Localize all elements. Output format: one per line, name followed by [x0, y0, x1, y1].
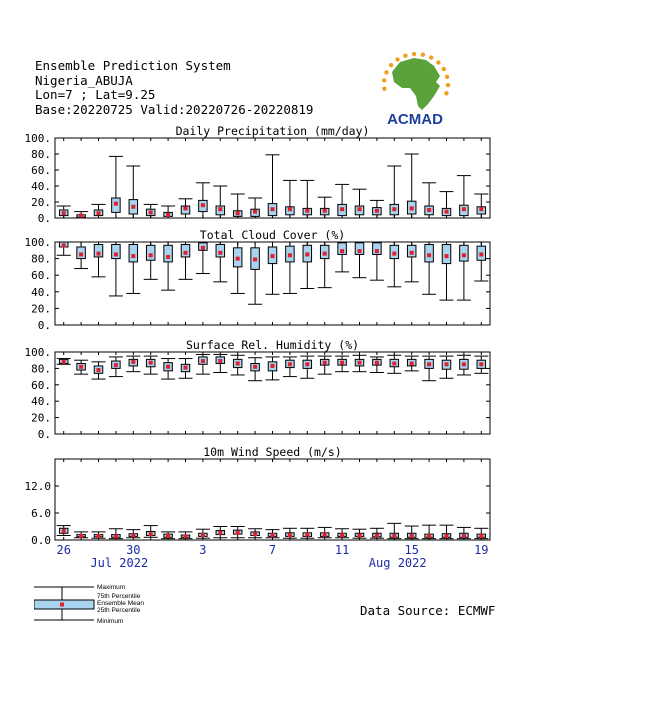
mean-marker — [149, 210, 153, 214]
boxplot-item — [422, 242, 436, 294]
iqr-box — [112, 244, 121, 258]
boxplot-item — [161, 532, 175, 539]
mean-marker — [97, 534, 101, 538]
mean-marker — [410, 361, 414, 365]
boxplot-item — [213, 186, 227, 218]
mean-marker — [323, 533, 327, 537]
y-tick-label: 0.0 — [31, 534, 51, 547]
boxplot-item — [196, 242, 210, 274]
mean-marker — [479, 207, 483, 211]
mean-marker — [218, 531, 222, 535]
mean-marker — [340, 207, 344, 211]
boxplot-item — [283, 528, 297, 538]
boxplot-item — [144, 526, 158, 538]
iqr-box — [146, 245, 155, 260]
iqr-box — [129, 244, 138, 261]
boxplot-item — [74, 532, 88, 538]
chart-panel — [25, 124, 491, 225]
mean-marker — [462, 362, 466, 366]
mean-marker — [410, 251, 414, 255]
chart-panel — [25, 445, 491, 547]
boxplot-item — [283, 180, 297, 218]
logo-text: ACMAD — [387, 111, 443, 128]
boxplot-item — [370, 528, 384, 538]
mean-marker — [131, 360, 135, 364]
mean-marker — [323, 361, 327, 365]
mean-marker — [79, 534, 83, 538]
panel-title: Surface Rel. Humidity (%) — [185, 338, 360, 352]
mean-marker — [253, 210, 257, 214]
mean-marker — [427, 253, 431, 257]
boxplot-item — [74, 212, 88, 218]
x-tick-label: 19 — [474, 543, 489, 557]
mean-marker — [479, 252, 483, 256]
boxplot-item — [422, 356, 436, 381]
mean-marker — [392, 252, 396, 256]
boxplot-item — [353, 355, 367, 371]
mean-marker — [358, 207, 362, 211]
boxplot-item — [266, 357, 280, 380]
mean-marker — [184, 251, 188, 255]
mean-marker — [288, 253, 292, 257]
iqr-box — [164, 245, 173, 262]
boxplot-item — [109, 529, 123, 539]
y-tick-label: 80. — [31, 362, 51, 376]
boxplot-item — [440, 525, 454, 539]
header-coordinates: Lon=7 ; Lat=9.25 — [35, 87, 156, 102]
mean-marker — [166, 365, 170, 369]
mean-marker — [288, 207, 292, 211]
mean-marker — [201, 533, 205, 537]
mean-marker — [149, 532, 153, 536]
y-tick-label: 0. — [37, 212, 51, 225]
boxplot-item — [387, 166, 401, 218]
boxplot-item — [179, 242, 193, 279]
y-tick-label: 60. — [31, 164, 51, 177]
boxplot-item — [335, 529, 349, 538]
mean-marker — [445, 210, 449, 214]
boxplot-item — [248, 529, 262, 538]
y-tick-label: 40. — [31, 180, 51, 193]
boxplot-item — [92, 532, 106, 538]
mean-marker — [218, 251, 222, 255]
x-tick-label: 11 — [334, 543, 350, 557]
boxplot-item — [161, 242, 175, 290]
boxplot-item — [405, 526, 419, 539]
panel-frame — [55, 459, 490, 540]
boxplot-item — [126, 356, 140, 372]
legend-p75-label: 75th Percentile — [97, 593, 141, 600]
boxplot-item — [353, 189, 367, 218]
y-tick-label: 20. — [31, 302, 51, 316]
header-title: Ensemble Prediction System — [35, 58, 231, 73]
boxplot-item — [231, 194, 245, 218]
boxplot-item — [370, 357, 384, 373]
mean-marker — [79, 365, 83, 369]
iqr-box — [181, 244, 190, 256]
legend-mean-marker — [60, 603, 64, 607]
boxplot-item — [144, 204, 158, 218]
boxplot-item — [457, 527, 471, 538]
boxplot-item — [422, 183, 436, 218]
mean-marker — [253, 257, 257, 261]
boxplot-item — [300, 528, 314, 538]
boxplot-item — [370, 200, 384, 218]
boxplot-item — [335, 242, 349, 272]
mean-marker — [427, 362, 431, 366]
mean-marker — [305, 209, 309, 213]
boxplot-item — [300, 180, 314, 218]
mean-marker — [288, 362, 292, 366]
mean-marker — [305, 533, 309, 537]
mean-marker — [114, 202, 118, 206]
boxplot-item — [335, 356, 349, 372]
mean-marker — [218, 359, 222, 363]
boxplot-item — [248, 242, 262, 304]
boxplot-item — [474, 528, 488, 538]
y-tick-label: 20. — [31, 411, 51, 425]
boxplot-item — [196, 354, 210, 374]
y-tick-label: 40. — [31, 285, 51, 299]
y-tick-label: 0. — [37, 319, 51, 332]
mean-marker — [201, 246, 205, 250]
mean-marker — [445, 534, 449, 538]
mean-marker — [253, 365, 257, 369]
boxplot-item — [440, 356, 454, 378]
mean-marker — [236, 531, 240, 535]
chart-panel — [25, 228, 491, 332]
mean-marker — [479, 534, 483, 538]
panel-title: Total Cloud Cover (%) — [199, 228, 346, 242]
mean-marker — [184, 366, 188, 370]
mean-marker — [201, 203, 205, 207]
mean-marker — [79, 214, 83, 218]
x-tick-label: 26 — [56, 543, 71, 557]
boxplot-item — [126, 166, 140, 218]
mean-marker — [410, 534, 414, 538]
boxplot-item — [213, 527, 227, 538]
boxplot-item — [57, 359, 71, 365]
mean-marker — [392, 361, 396, 365]
boxplot-item — [422, 525, 436, 539]
mean-marker — [253, 532, 257, 536]
panel-title: Daily Precipitation (mm/day) — [175, 124, 370, 138]
mean-marker — [445, 362, 449, 366]
mean-marker — [97, 211, 101, 215]
boxplot-item — [92, 362, 106, 379]
boxplot-item — [196, 529, 210, 538]
mean-marker — [375, 361, 379, 365]
boxplot-item — [474, 356, 488, 373]
iqr-box — [425, 244, 434, 261]
boxplot-item — [74, 242, 88, 269]
y-tick-label: 40. — [31, 395, 51, 409]
boxplot-item — [213, 354, 227, 372]
y-tick-label: 100. — [24, 132, 51, 145]
boxplot-item — [353, 242, 367, 278]
mean-marker — [305, 252, 309, 256]
boxplot-item — [109, 242, 123, 296]
y-tick-label: 80. — [31, 148, 51, 161]
y-tick-label: 20. — [31, 196, 51, 209]
boxplot-item — [161, 359, 175, 380]
legend-maximum-label: Maximum — [97, 584, 126, 591]
mean-marker — [271, 207, 275, 211]
mean-marker — [131, 534, 135, 538]
boxplot-item — [57, 206, 71, 218]
boxplot-item — [144, 356, 158, 374]
mean-marker — [62, 243, 66, 247]
mean-marker — [131, 205, 135, 209]
mean-marker — [462, 207, 466, 211]
boxplot-item — [74, 360, 88, 374]
boxplot-item — [179, 359, 193, 379]
mean-marker — [358, 361, 362, 365]
boxplot-item — [300, 356, 314, 378]
boxplot-item — [440, 192, 454, 218]
boxplot-item — [92, 242, 106, 277]
y-tick-label: 100. — [24, 346, 51, 359]
boxplot-item — [318, 197, 332, 218]
boxplot-item — [248, 358, 262, 381]
mean-marker — [392, 534, 396, 538]
legend-minimum-label: Minimum — [97, 618, 124, 625]
mean-marker — [236, 211, 240, 215]
boxplot-item — [318, 527, 332, 537]
boxplot-item — [213, 242, 227, 282]
mean-marker — [427, 208, 431, 212]
boxplot-item — [318, 356, 332, 374]
boxplot-item — [248, 198, 262, 218]
y-tick-label: 12.0 — [24, 480, 51, 493]
mean-marker — [149, 361, 153, 365]
legend-mean-label: Ensemble Mean — [97, 600, 144, 607]
boxplot-item — [387, 355, 401, 373]
x-month-label: Jul 2022 — [90, 556, 149, 570]
mean-marker — [288, 533, 292, 537]
y-tick-label: 0. — [37, 428, 51, 441]
mean-marker — [62, 360, 66, 364]
mean-marker — [462, 253, 466, 257]
boxplot-item — [387, 242, 401, 287]
mean-marker — [392, 207, 396, 211]
y-tick-label: 60. — [31, 269, 51, 283]
mean-marker — [97, 368, 101, 372]
boxplot-item — [300, 242, 314, 288]
boxplot-item — [405, 242, 419, 282]
boxplot-item — [57, 526, 71, 536]
boxplot-item — [161, 206, 175, 218]
mean-marker — [166, 255, 170, 259]
y-tick-label: 100. — [24, 236, 51, 249]
boxplot-item — [405, 154, 419, 218]
data-source: Data Source: ECMWF — [360, 603, 496, 618]
boxplot-item — [266, 242, 280, 294]
boxplot-item — [179, 532, 193, 539]
y-tick-label: 60. — [31, 378, 51, 392]
boxplot-item — [231, 527, 245, 538]
panel-title: 10m Wind Speed (m/s) — [203, 445, 342, 459]
header-validity: Base:20220725 Valid:20220726-20220819 — [35, 101, 314, 117]
boxplot-item — [457, 176, 471, 218]
mean-marker — [271, 533, 275, 537]
mean-marker — [271, 254, 275, 258]
mean-marker — [340, 249, 344, 253]
boxplot-item — [266, 530, 280, 538]
chart-panel — [25, 338, 491, 441]
boxplot-item — [405, 356, 419, 371]
mean-marker — [305, 362, 309, 366]
boxplot-item — [109, 156, 123, 218]
boxplot-item — [457, 355, 471, 375]
mean-marker — [114, 534, 118, 538]
boxplot-item — [144, 242, 158, 279]
mean-marker — [236, 361, 240, 365]
boxplot-item — [266, 155, 280, 218]
boxplot-item — [457, 242, 471, 300]
mean-marker — [184, 534, 188, 538]
boxplot-item — [109, 357, 123, 377]
mean-marker — [323, 209, 327, 213]
mean-marker — [445, 254, 449, 258]
mean-marker — [323, 252, 327, 256]
mean-marker — [462, 534, 466, 538]
boxplot-item — [283, 242, 297, 293]
mean-marker — [340, 361, 344, 365]
mean-marker — [114, 252, 118, 256]
boxplot-item — [126, 242, 140, 293]
mean-marker — [184, 206, 188, 210]
iqr-box — [216, 244, 225, 256]
mean-marker — [166, 213, 170, 217]
x-tick-label: 7 — [268, 543, 277, 557]
y-tick-label: 6.0 — [31, 507, 51, 520]
mean-marker — [201, 359, 205, 363]
mean-marker — [375, 249, 379, 253]
header-location: Nigeria_ABUJA — [35, 72, 133, 88]
mean-marker — [427, 534, 431, 538]
iqr-box — [442, 244, 451, 263]
mean-marker — [166, 534, 170, 538]
iqr-box — [460, 245, 469, 261]
mean-marker — [410, 206, 414, 210]
mean-marker — [114, 363, 118, 367]
mean-marker — [358, 534, 362, 538]
mean-marker — [218, 207, 222, 211]
boxplot-item — [231, 355, 245, 375]
y-tick-label: 80. — [31, 252, 51, 266]
boxplot-item — [474, 194, 488, 218]
boxplot-item — [335, 184, 349, 218]
boxplot-item — [440, 242, 454, 300]
mean-marker — [375, 534, 379, 538]
mean-marker — [375, 209, 379, 213]
boxplot-item — [231, 242, 245, 293]
boxplot-item — [353, 529, 367, 538]
x-tick-label: 3 — [199, 543, 207, 557]
x-tick-label: 30 — [126, 543, 141, 557]
boxplot-item — [370, 242, 384, 280]
mean-marker — [79, 252, 83, 256]
mean-marker — [271, 364, 275, 368]
x-tick-label: 15 — [404, 543, 419, 557]
boxplot-legend — [34, 584, 154, 626]
boxplot-item — [283, 357, 297, 377]
boxplot-item — [196, 183, 210, 218]
mean-marker — [62, 529, 66, 533]
mean-marker — [131, 254, 135, 258]
mean-marker — [149, 253, 153, 257]
boxplot-item — [126, 530, 140, 538]
mean-marker — [97, 252, 101, 256]
x-month-label: Aug 2022 — [368, 556, 427, 570]
mean-marker — [479, 362, 483, 366]
boxplot-item — [57, 242, 71, 255]
boxplot-item — [179, 199, 193, 218]
mean-marker — [62, 211, 66, 215]
boxplot-item — [318, 242, 332, 288]
mean-marker — [236, 257, 240, 261]
boxplot-item — [92, 204, 106, 218]
mean-marker — [358, 249, 362, 253]
boxplot-item — [387, 523, 401, 538]
mean-marker — [340, 533, 344, 537]
legend-p25-label: 25th Percentile — [97, 607, 141, 614]
